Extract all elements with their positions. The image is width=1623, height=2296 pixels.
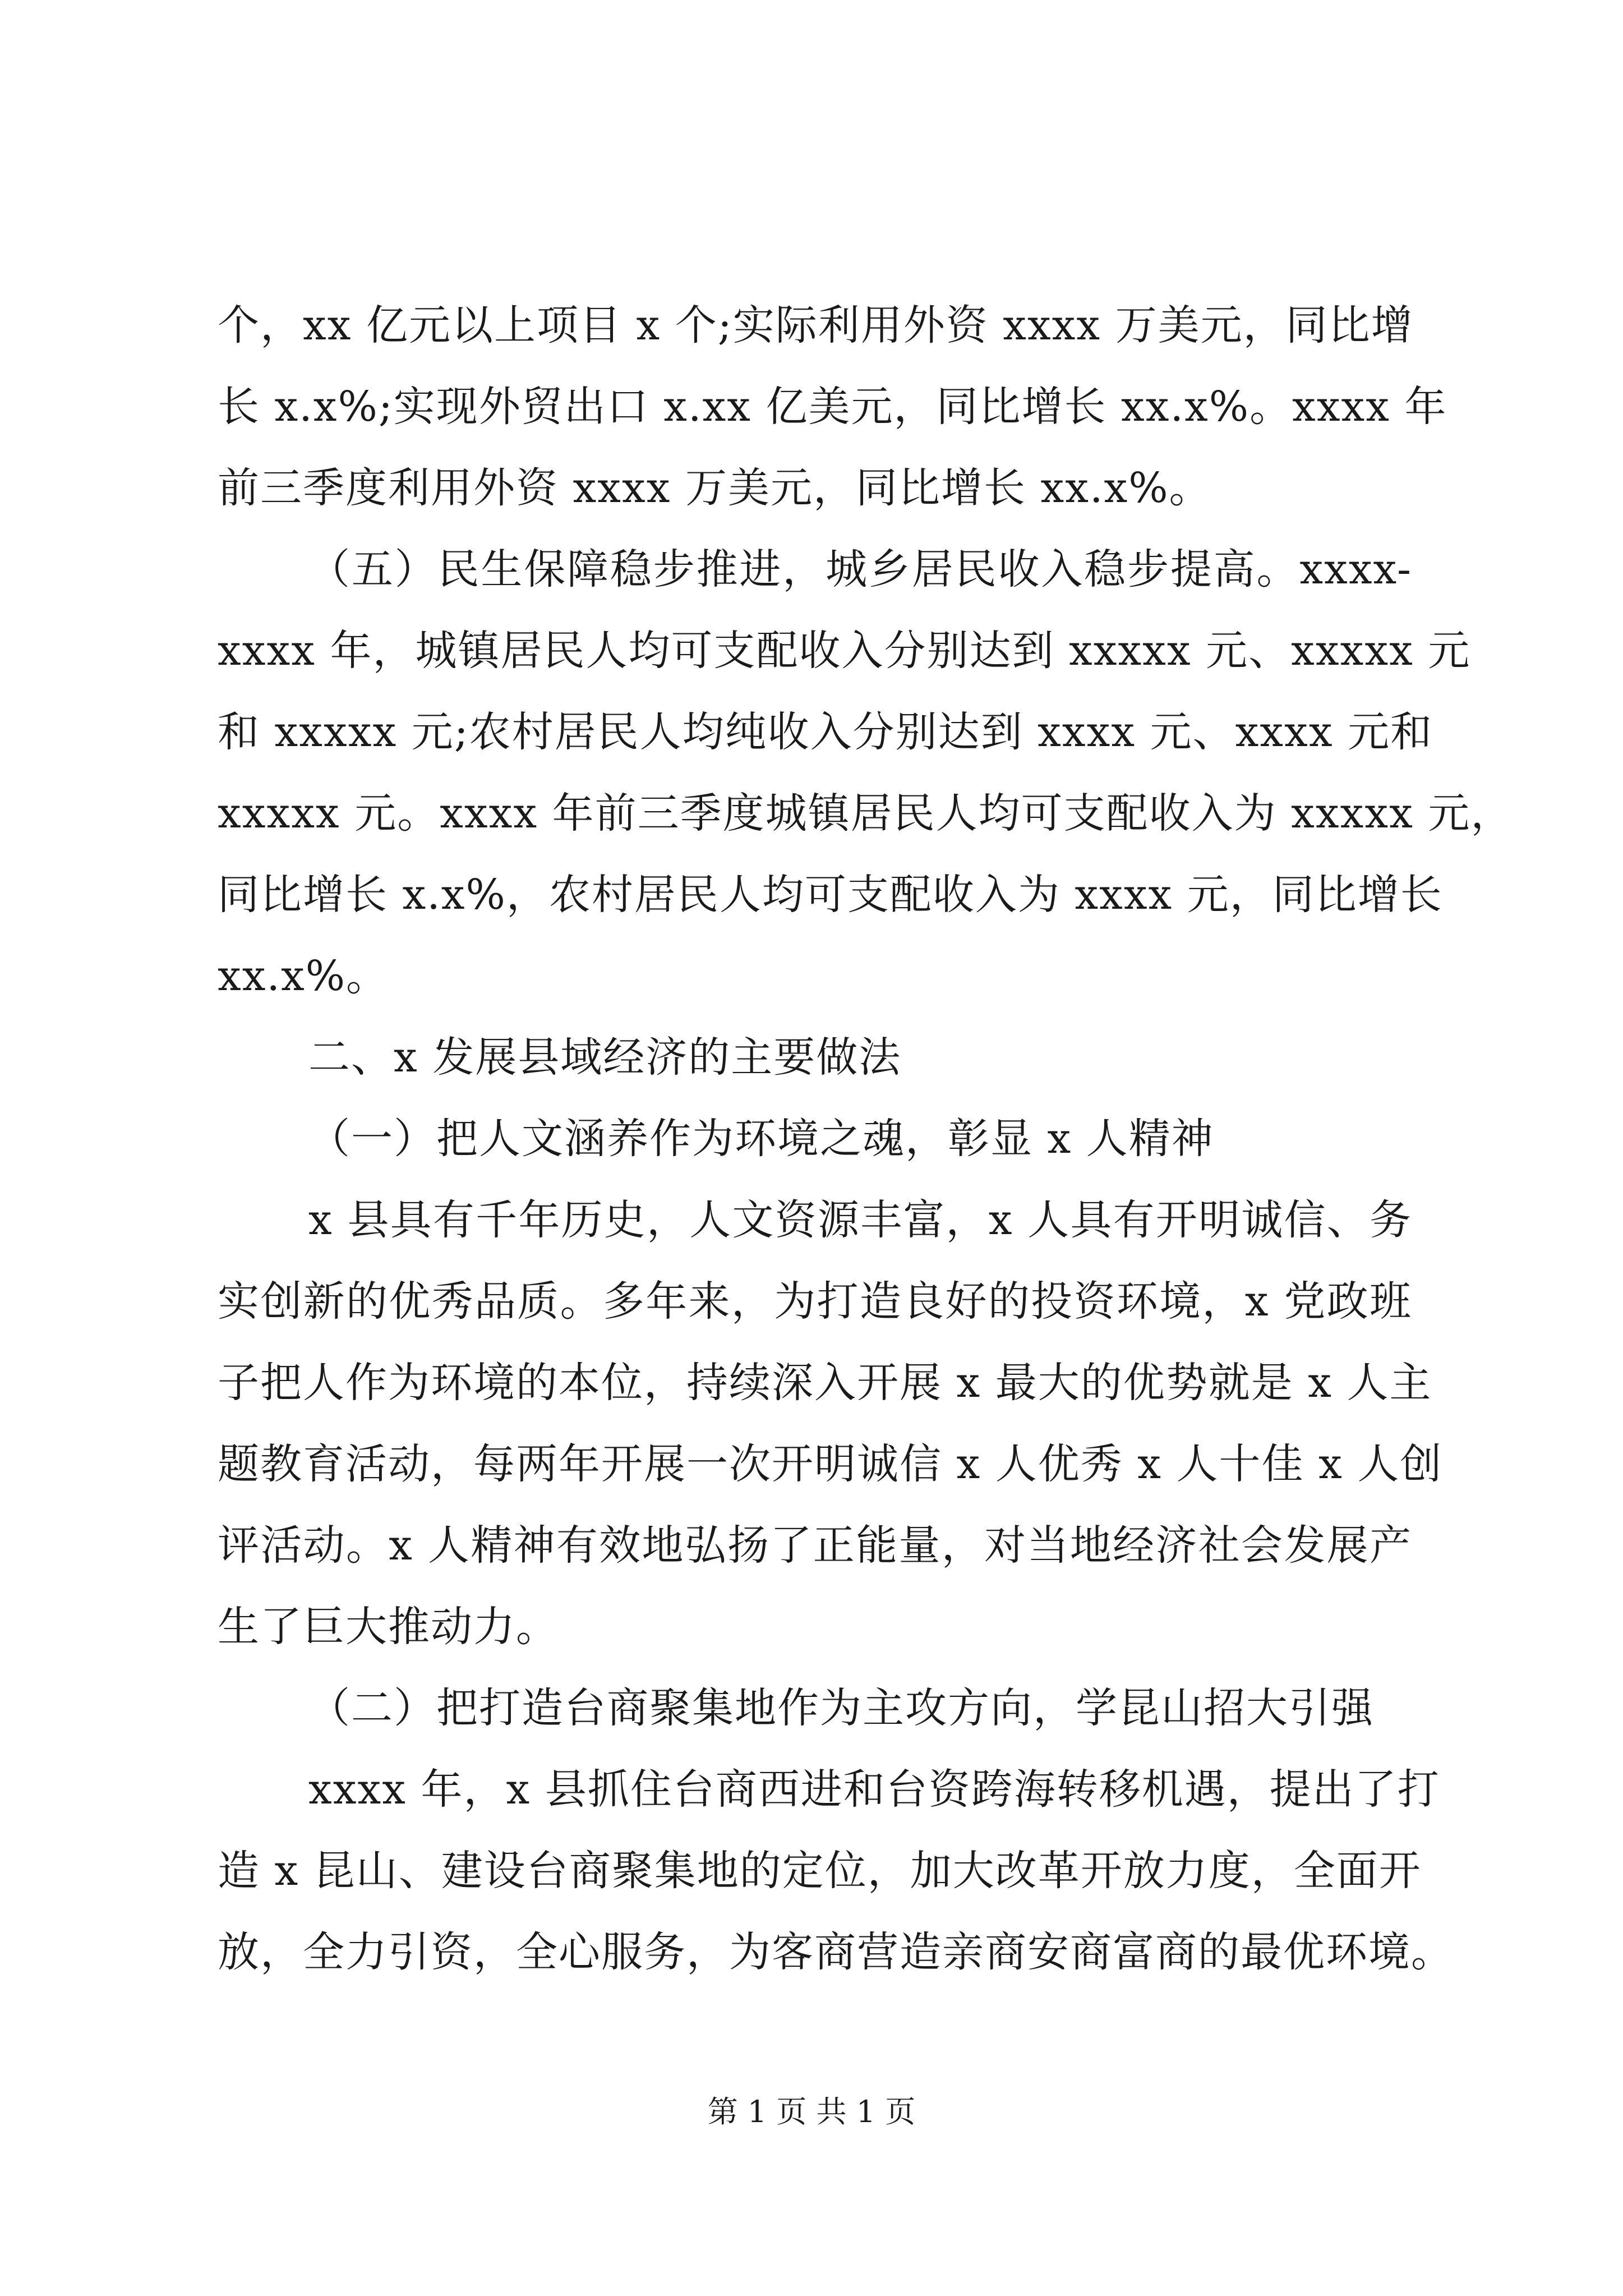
body-text-line: 长 x.x%;实现外贸出口 x.xx 亿美元，同比增长 xx.x%。xxxx 年: [218, 383, 1447, 431]
body-text-line: xxxx 年，城镇居民人均可支配收入分别达到 xxxxx 元、xxxxx 元: [218, 627, 1471, 675]
body-text-line: xx.x%。: [218, 952, 389, 1000]
body-text-line: 放，全力引资，全心服务，为客商营造亲商安商富商的最优环境。: [218, 1928, 1454, 1976]
body-text-line: 和 xxxxx 元;农村居民人均纯收入分别达到 xxxx 元、xxxx 元和: [218, 708, 1433, 756]
body-text-line: 实创新的优秀品质。多年来，为打造良好的投资环境，x 党政班: [218, 1277, 1412, 1326]
body-text-line: 评活动。x 人精神有效地弘扬了正能量，对当地经济社会发展产: [218, 1521, 1412, 1570]
section-heading-5: （五）民生保障稳步推进，城乡居民收入稳步提高。xxxx-: [308, 545, 1412, 593]
subsection-heading-1: （一）把人文涵养作为环境之魂，彰显 x 人精神: [308, 1115, 1214, 1163]
body-text-line: 生了巨大推动力。: [218, 1603, 559, 1651]
body-text-line: 题教育活动，每两年开展一次开明诚信 x 人优秀 x 人十佳 x 人创: [218, 1440, 1443, 1488]
body-text-line: 子把人作为环境的本位，持续深入开展 x 最大的优势就是 x 人主: [218, 1359, 1432, 1407]
body-text-line: 造 x 昆山、建设台商聚集地的定位，加大改革开放力度，全面开: [218, 1847, 1422, 1895]
body-text-line: x 县具有千年历史，人文资源丰富，x 人具有开明诚信、务: [308, 1196, 1412, 1244]
body-text-line: xxxxx 元。xxxx 年前三季度城镇居民人均可支配收入为 xxxxx 元，: [218, 789, 1514, 838]
subsection-heading-2: （二）把打造台商聚集地作为主攻方向，学昆山招大引强: [308, 1684, 1374, 1732]
page-footer: 第 1 页 共 1 页: [707, 2094, 916, 2129]
body-text-line: xxxx 年，x 县抓住台商西进和台资跨海转移机遇，提出了打: [308, 1765, 1440, 1814]
chapter-heading: 二、x 发展县域经济的主要做法: [308, 1033, 902, 1082]
body-text-line: 同比增长 x.x%，农村居民人均可支配收入为 xxxx 元，同比增长: [218, 871, 1443, 919]
body-text-line: 个，xx 亿元以上项目 x 个;实际利用外资 xxxx 万美元，同比增: [218, 301, 1414, 349]
body-text-line: 前三季度利用外资 xxxx 万美元，同比增长 xx.x%。: [218, 464, 1212, 512]
